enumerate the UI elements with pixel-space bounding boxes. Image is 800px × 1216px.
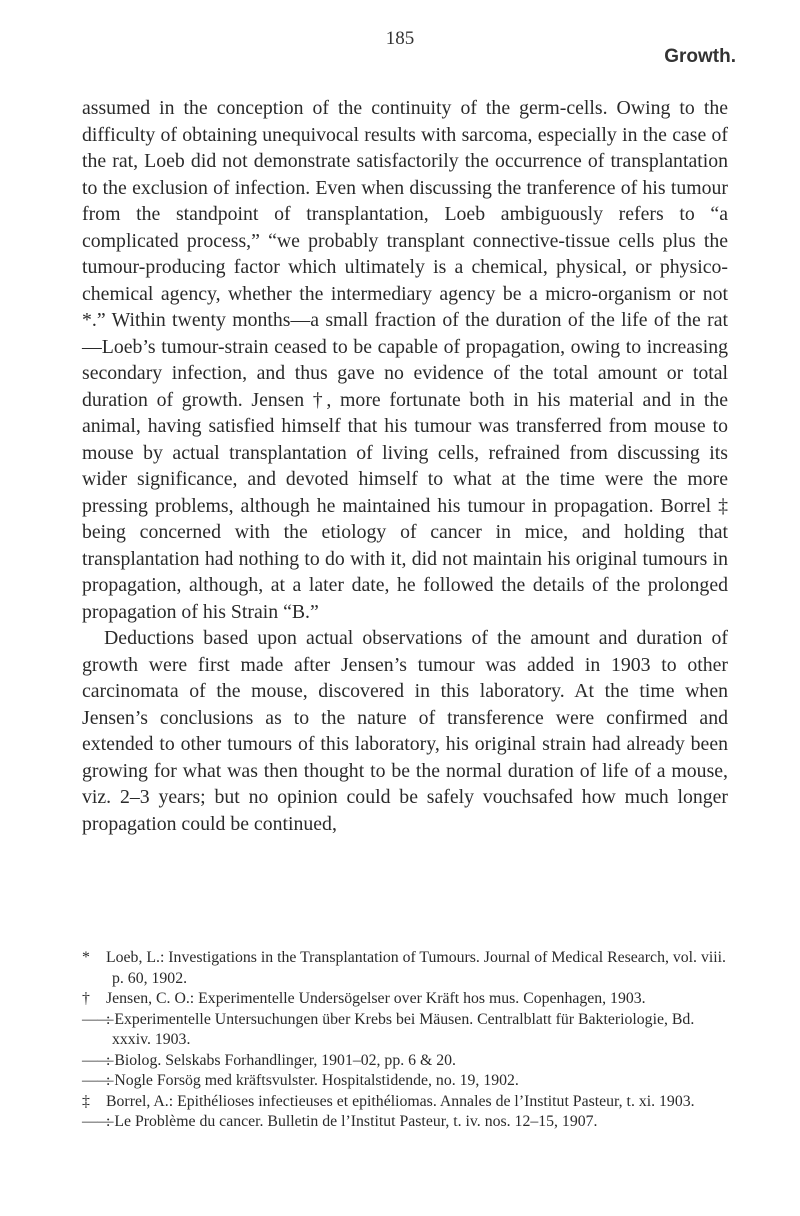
footnote-mark: —— [82, 1113, 114, 1130]
footnote-mark: † [82, 990, 90, 1007]
footnote-mark: —— [82, 1072, 114, 1089]
footnote [82, 989, 728, 1010]
footnote-text: : Experimentelle Untersuchungen über Krebs bei Mäusen. Centralblatt für Bakteriologie, Bd. xxxiv. 1903. [106, 1010, 695, 1048]
footnote-text: : Nogle Forsög med kräftsvulster. Hospitalstidende, no. 19, 1902. [106, 1072, 519, 1089]
footnote-text: : Le Problème du cancer. Bulletin de l’Institut Pasteur, t. iv. nos. 12–15, 1907. [106, 1113, 598, 1130]
footnote-text: Loeb, L.: Investigations in the Transplantation of Tumours. Journal of Medical Research, vol. viii. p. 60, 1902. [106, 949, 726, 987]
footnote-text: Borrel, A.: Epithélioses infectieuses et epithéliomas. Annales de l’Institut Pasteur, t. xi. 1903. [106, 1092, 695, 1110]
body-text [82, 95, 728, 837]
footnote [82, 1010, 728, 1051]
footnote-mark: —— [82, 1051, 114, 1069]
footnote-mark: * [82, 949, 90, 966]
footnote [82, 1112, 728, 1133]
footnote [82, 1051, 728, 1072]
footnote-mark: ‡ [82, 1092, 90, 1110]
running-head: Growth. [664, 46, 736, 67]
paragraph: assumed in the conception of the continuity of the germ-cells. Owing to the difficulty of obtaining unequivocal results with sarcoma, especially in the case of the rat, Loeb did not demonstrate satisfactorily the occurrence of transplantation to the exclusion of infection. Even when discussing the tranference of his tumour from the standpoint of transplantation, Loeb ambiguously refers to “a complicated process,” “we probably transplant connective-tissue cells plus the tumour-producing factor which ultimately is a chemical, physical, or physico-chemical agency, whether the intermediary agency be a micro-organism or not *.” Within twenty months—a small fraction of the duration of the life of the rat—Loeb’s tumour-strain ceased to be capable of propagation, owing to increasing secondary infection, and thus gave no evidence of the total amount or total duration of growth. Jensen †, more fortunate both in his material and in the animal, having satisfied himself that his tumour was transferred from mouse to mouse by actual transplantation of living cells, refrained from discussing its wider significance, and devoted himself to what at the time were the more pressing problems, although he maintained his tumour in propagation. Borrel ‡ being concerned with the etiology of cancer in mice, and holding that transplantation had nothing to do with it, did not maintain his original tumours in propagation, although, at a later date, he followed the details of the prolonged propagation of his Strain “B.” [82, 97, 728, 623]
page-number: 185 [385, 28, 415, 49]
footnote-text: : Biolog. Selskabs Forhandlinger, 1901–02, pp. 6 & 20. [106, 1051, 456, 1069]
footnote-text: Jensen, C. O.: Experimentelle Undersögelser over Kräft hos mus. Copenhagen, 1903. [106, 990, 646, 1007]
footnote [82, 1071, 728, 1092]
footnote [82, 948, 728, 989]
paragraph: Deductions based upon actual observations of the amount and duration of growth were first made after Jensen’s tumour was added in 1903 to other carcinomata of the mouse, discovered in this laboratory. At the time when Jensen’s conclusions as to the nature of transference were confirmed and extended to other tumours of this laboratory, his original strain had already been growing for what was then thought to be the normal duration of life of a mouse, viz. 2–3 years; but no opinion could be safely vouchsafed how much longer propagation could be continued, [82, 627, 728, 835]
footnote-mark: —— [82, 1010, 114, 1028]
footnotes [82, 948, 728, 1133]
footnote [82, 1092, 728, 1113]
